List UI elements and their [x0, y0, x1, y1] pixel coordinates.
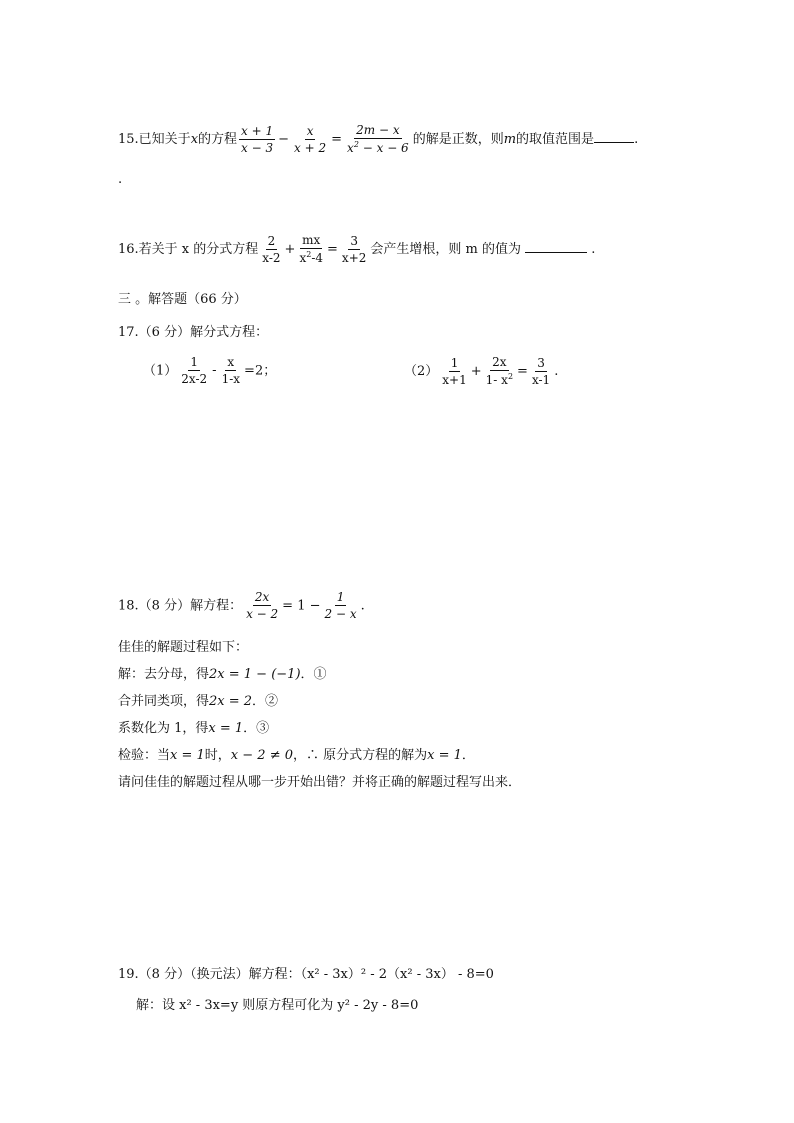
q18-prefix: 18.（8 分）解方程：: [118, 598, 243, 614]
q17-p2-f3-num: 3: [535, 356, 547, 372]
q17-part-1: [143, 355, 276, 387]
q15-fraction-2: [292, 124, 328, 156]
q17-p2-equals: =: [517, 363, 528, 379]
q18-intro: 佳佳的解题过程如下：: [118, 640, 249, 655]
q17-p2-fraction-2: [484, 355, 515, 388]
q17-p2-f1-den: x+1: [442, 372, 467, 387]
q15-mid2: 的解是正数，则: [412, 131, 504, 147]
q16-f1-num: 2: [266, 234, 278, 250]
q15-f1-den: x − 3: [241, 140, 274, 155]
q17-p2-f3-den: x-1: [531, 372, 551, 387]
q18-title: [118, 590, 365, 622]
q18-question: 请问佳佳的解题过程从哪一步开始出错？并将正确的解题过程写出来．: [118, 775, 522, 790]
q15-prefix: 15.已知关于: [118, 131, 191, 147]
q16-f1-den: x-2: [262, 250, 281, 265]
q16-f3-den: x+2: [341, 250, 367, 265]
q19-solution: 解：设 x² - 3x=y 则原方程可化为 y² - 2y - 8=0: [136, 998, 419, 1013]
q18-step-1: 解：去分母，得2x = 1 − (−1)．①: [118, 667, 327, 682]
q15-fraction-3: [345, 123, 411, 156]
q17-p1-f1-den: 2x-2: [181, 372, 208, 387]
q18-fraction-1: [244, 590, 280, 622]
q17-p2-f2-num: 2x: [490, 355, 508, 371]
q16-equals: =: [327, 241, 338, 257]
q18-step-3: 系数化为 1，得x = 1．③: [118, 721, 270, 736]
question-16: [118, 233, 595, 266]
q16-fraction-2: [297, 233, 325, 266]
q17-p2-f1-num: 1: [449, 356, 461, 372]
q15-f1-num: x + 1: [239, 124, 275, 140]
q17-p1-rhs: =2；: [244, 363, 277, 379]
q15-answer-blank[interactable]: [594, 130, 634, 143]
q17-part-2: [404, 355, 558, 388]
q17-p1-f1-num: 1: [188, 355, 200, 371]
q18-check: 检验：当x = 1时，x − 2 ≠ 0，∴ 原分式方程的解为x = 1．: [118, 748, 475, 763]
q16-suffix: 会产生增根，则 m 的值为: [370, 241, 521, 257]
q18-step3-math: x = 1: [208, 721, 244, 736]
q15-f2-num: x: [305, 124, 316, 140]
q16-answer-blank[interactable]: [525, 240, 587, 253]
q15-end: .: [634, 131, 639, 147]
q16-plus: +: [284, 241, 296, 257]
q18-end: .: [360, 598, 365, 614]
q18-f1-num: 2x: [253, 590, 271, 606]
q17-p1-label: （1）: [143, 363, 178, 379]
q17-p2-fraction-1: [440, 356, 468, 388]
q19-title: 19.（8 分）（换元法）解方程：（x² - 3x）² - 2（x² - 3x） - 8=0: [118, 967, 494, 982]
q17-p2-label: （2）: [404, 363, 439, 379]
q18-f2-num: 1: [335, 590, 347, 606]
q15-var-m: m: [503, 131, 517, 147]
q17-title: 17.（6 分）解分式方程：: [118, 325, 269, 340]
q18-fraction-2: [323, 590, 359, 622]
q16-fraction-1: [260, 234, 282, 266]
q18-f2-den: 2 − x: [324, 607, 357, 622]
q15-mid1: 的方程: [198, 131, 238, 147]
q18-f1-den: x − 2: [246, 607, 279, 622]
q18-step-2: 合并同类项，得2x = 2．②: [118, 694, 279, 709]
q17-p2-f2-den: 1- $x^2$: [485, 372, 514, 388]
q15-stray-dot: .: [118, 172, 123, 187]
q17-p2-plus: +: [470, 363, 482, 379]
q17-p1-fraction-1: [179, 355, 209, 387]
q16-prefix: 16.若关于 x 的分式方程: [118, 241, 259, 257]
q15-minus: −: [278, 131, 290, 147]
q18-step1-math: 2x = 1 − (−1): [209, 667, 301, 682]
q17-p1-f2-num: x: [225, 355, 236, 371]
q16-f3-num: 3: [348, 234, 360, 250]
q16-f2-num: mx: [300, 233, 322, 249]
q17-p2-fraction-3: [530, 356, 552, 388]
q17-p1-f2-den: 1-x: [221, 372, 241, 387]
q15-suffix: 的取值范围是: [516, 131, 595, 147]
q15-var-x: x: [190, 131, 199, 147]
q16-f2-den: $x^2-4$: [299, 250, 324, 266]
q18-eq-one-minus: = 1 −: [282, 598, 321, 614]
question-15: [118, 123, 638, 156]
q15-f2-den: x + 2: [294, 140, 327, 155]
q18-step2-math: 2x = 2: [209, 694, 253, 709]
q15-f3-den: $x^2 - x - 6$: [347, 140, 409, 156]
q17-p1-fraction-2: [220, 355, 242, 387]
q16-end: .: [591, 241, 596, 257]
q15-f3-num: 2m − x: [354, 123, 401, 139]
q16-fraction-3: [340, 234, 368, 266]
q17-p1-minus: -: [212, 363, 217, 379]
q15-fraction-1: [239, 124, 275, 156]
q15-equals: =: [331, 131, 343, 147]
section-3-title: 三 。解答题（66 分）: [118, 292, 247, 307]
q17-p2-end: .: [554, 363, 559, 379]
